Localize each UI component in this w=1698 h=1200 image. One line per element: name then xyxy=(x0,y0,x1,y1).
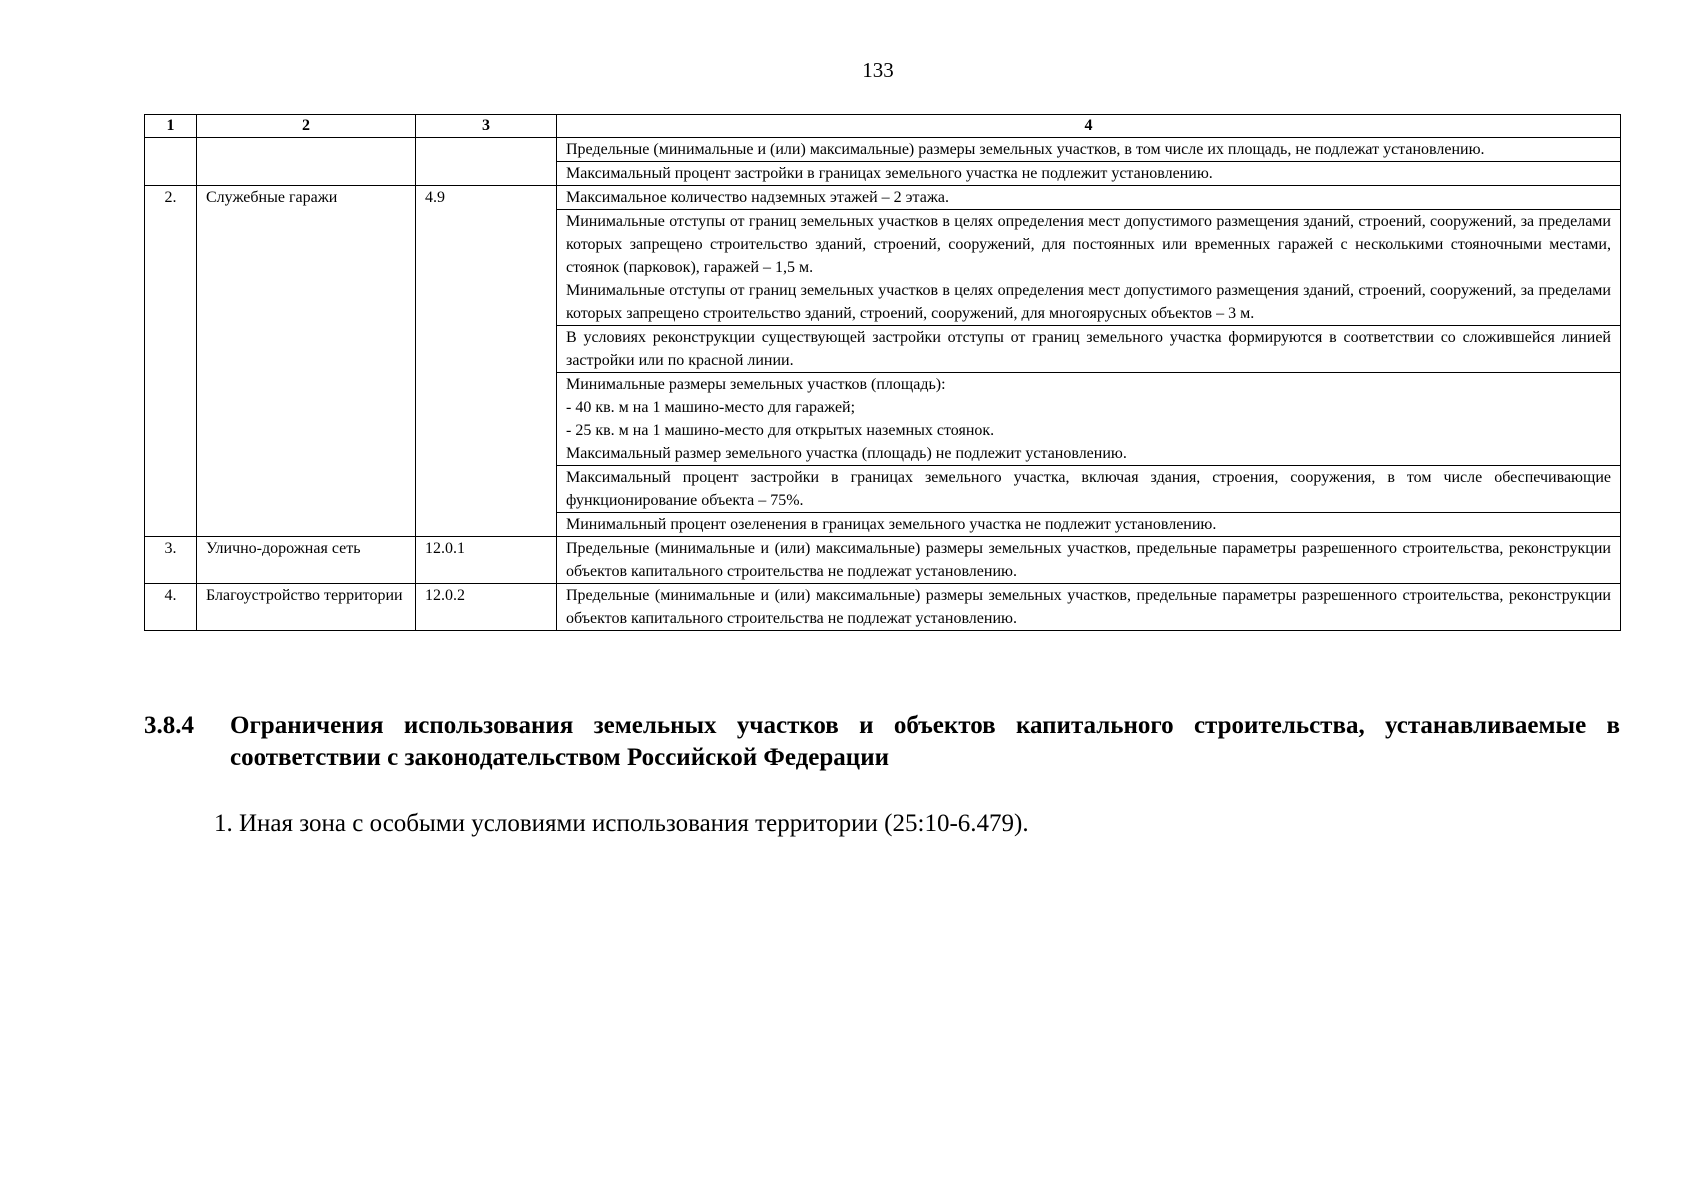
page-number: 133 xyxy=(862,58,894,82)
section-heading xyxy=(144,710,1620,774)
cell-code-empty xyxy=(416,138,557,186)
table-row xyxy=(145,186,1621,210)
cell-code: 12.0.1 xyxy=(416,537,557,584)
table-row xyxy=(145,584,1621,631)
cell-num: 4. xyxy=(145,584,197,631)
table-header-row xyxy=(145,115,1621,138)
table-row xyxy=(145,537,1621,584)
param-cell xyxy=(557,210,1621,326)
cell-name: Служебные гаражи xyxy=(197,186,416,537)
param-cell: Максимальный процент застройки в границах земельного участка не подлежит установлению. xyxy=(557,162,1621,186)
regulation-table xyxy=(144,114,1621,631)
param-paragraph: Максимальный размер земельного участка (площадь) не подлежит установлению. xyxy=(566,445,1127,462)
cell-code: 12.0.2 xyxy=(416,584,557,631)
section-number: 3.8.4 xyxy=(144,712,194,739)
param-cell xyxy=(557,373,1621,466)
param-cell: Предельные (минимальные и (или) максимальные) размеры земельных участков, в том числе их площадь, не подлежат установлению. xyxy=(557,138,1621,162)
param-cell: Максимальный процент застройки в границах земельного участка, включая здания, строения, сооружения, в том числе обеспечивающие функционирование объекта – 75%. xyxy=(557,466,1621,513)
param-paragraph: Минимальные отступы от границ земельных участков в целях определения мест допустимого размещения зданий, строений, сооружений, за пределами которых запрещено строительство зданий, строений, сооружений, для постоянных или временных гаражей с несколькими стояночными местами, стоянок (парковок), гаражей – 1,5 м. xyxy=(566,213,1611,276)
section-title: Ограничения использования земельных участков и объектов капитального строительства, устанавливаемые в соответствии с законодательством Российской Федерации xyxy=(230,712,1620,771)
param-paragraph: - 25 кв. м на 1 машино-место для открытых наземных стоянок. xyxy=(566,422,995,439)
param-paragraph: Минимальные отступы от границ земельных участков в целях определения мест допустимого размещения зданий, строений, сооружений, за пределами которых запрещено строительство зданий, строений, сооружений, для многоярусных объектов – 3 м. xyxy=(566,282,1611,322)
param-paragraph: Минимальные размеры земельных участков (площадь): xyxy=(566,376,946,393)
cell-num-empty xyxy=(145,138,197,186)
param-cell: Предельные (минимальные и (или) максимальные) размеры земельных участков, предельные параметры разрешенного строительства, реконструкции объектов капитального строительства не подлежат установлению. xyxy=(557,537,1621,584)
param-paragraph: - 40 кв. м на 1 машино-место для гаражей; xyxy=(566,399,856,416)
list-item: 1. Иная зона с особыми условиями использования территории (25:10-6.479). xyxy=(214,810,1029,837)
cell-num: 2. xyxy=(145,186,197,537)
cell-name: Улично-дорожная сеть xyxy=(197,537,416,584)
cell-num: 3. xyxy=(145,537,197,584)
param-cell: Минимальный процент озеленения в границах земельного участка не подлежит установлению. xyxy=(557,513,1621,537)
header-col-4: 4 xyxy=(557,115,1621,138)
cell-code: 4.9 xyxy=(416,186,557,537)
param-cell: В условиях реконструкции существующей застройки отступы от границ земельного участка формируются в соответствии со сложившейся линией застройки или по красной линии. xyxy=(557,326,1621,373)
header-col-1: 1 xyxy=(145,115,197,138)
header-col-3: 3 xyxy=(416,115,557,138)
cell-name-empty xyxy=(197,138,416,186)
param-cell: Максимальное количество надземных этажей – 2 этажа. xyxy=(557,186,1621,210)
table-row-continuation xyxy=(145,138,1621,162)
header-col-2: 2 xyxy=(197,115,416,138)
param-cell: Предельные (минимальные и (или) максимальные) размеры земельных участков, предельные параметры разрешенного строительства, реконструкции объектов капитального строительства не подлежат установлению. xyxy=(557,584,1621,631)
cell-name: Благоустройство территории xyxy=(197,584,416,631)
